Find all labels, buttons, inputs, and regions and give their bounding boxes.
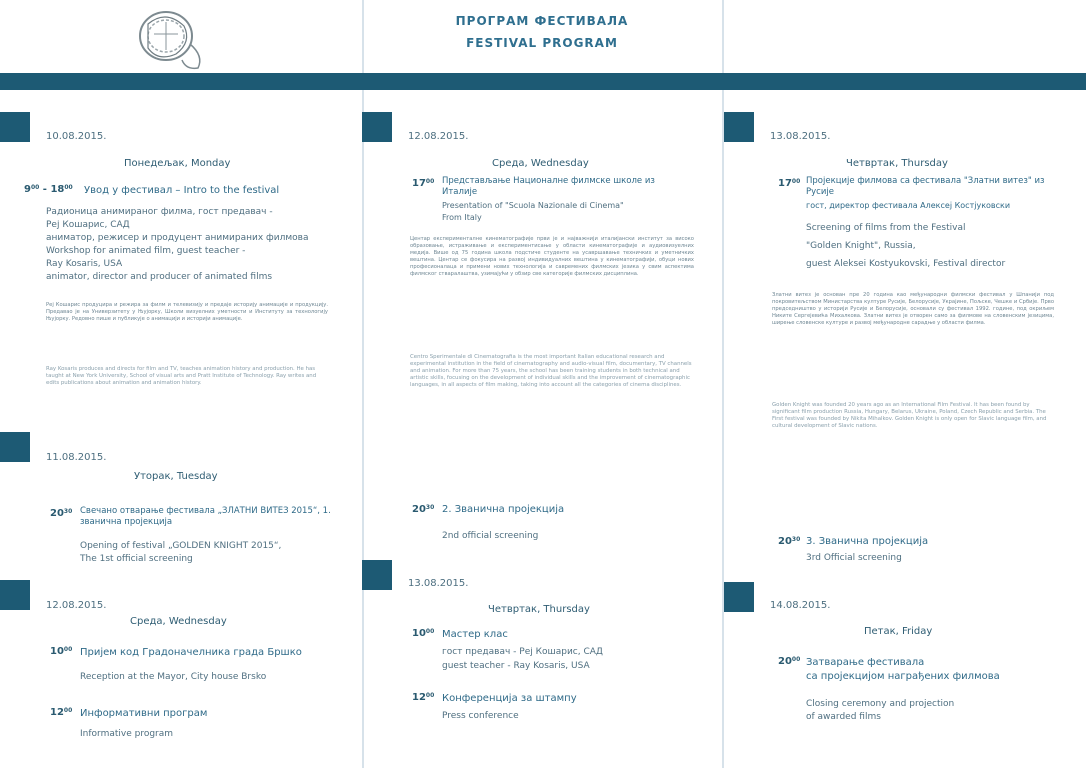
program-title-en: FESTIVAL PROGRAM: [466, 36, 618, 50]
event-detail: Реј Кошарис, САД: [46, 220, 130, 230]
date-label: 12.08.2015.: [46, 600, 107, 611]
time-label: $17^{00}$: [412, 178, 435, 189]
day-marker-square: [362, 112, 392, 142]
day-marker-square: [362, 560, 392, 590]
event-detail: Workshop for animated film, guest teacher -: [46, 246, 246, 256]
event-title-cont: са пројекцијом награђених филмова: [806, 671, 1000, 682]
time-label: $9^{00} - 18^{00}$: [24, 184, 73, 195]
event-detail: The 1st official screening: [80, 554, 193, 564]
day-marker-square: [0, 112, 30, 142]
event-detail: гост предавач - Реј Кошарис, САД: [442, 647, 603, 657]
time-label: $12^{00}$: [50, 707, 73, 718]
event-title: Мастер клас: [442, 629, 508, 640]
event-detail: Opening of festival „GOLDEN KNIGHT 2015“,: [80, 541, 282, 551]
program-title-sr: ПРОГРАМ ФЕСТИВАЛА: [455, 14, 629, 28]
event-title: Затварање фестивала: [806, 657, 925, 668]
date-label: 14.08.2015.: [770, 600, 831, 611]
date-label: 13.08.2015.: [408, 578, 469, 589]
event-title: Свечано отварање фестивала „ЗЛАТНИ ВИТЕЗ 2015“, 1. званична пројекција: [80, 506, 331, 527]
event-detail: 2nd official screening: [442, 531, 539, 541]
festival-paragraph-sr: Златни витез је основан пре 20 година као међународни филмски фестивал у Шпанији под покровитељством Министарства културе Русије, Белорусије, Украјине, Пољске, Чешке и Србије. Прво председништво у историји Русије и Белорусије, основали су фестивал 1992. године, под окриљем Никите Сергејевића Михалкова. Златни витез је отворен само за филмове на словенским језицима, ширење словенске културе и развој међународне сарадње у области филма.: [772, 292, 1054, 326]
time-label: $10^{00}$: [50, 646, 73, 657]
day-marker-square: [0, 432, 30, 462]
day-marker-square: [0, 580, 30, 610]
event-detail: Screening of films from the Festival: [806, 223, 966, 233]
time-label: $20^{00}$: [778, 656, 801, 667]
event-detail: Closing ceremony and projection: [806, 699, 955, 709]
date-label: 12.08.2015.: [408, 131, 469, 142]
time-label: $12^{00}$: [412, 692, 435, 703]
event-title: Конференција за штампу: [442, 693, 577, 704]
day-label: Четвртак, Thursday: [488, 604, 590, 615]
day-label: Понедељак, Monday: [124, 158, 231, 169]
festival-logo-icon: [128, 4, 210, 72]
festival-paragraph-en: Golden Knight was founded 20 years ago as an International Film Festival. It has been found by significant film production Russia, Hungary, Belarus, Ukraine, Poland, Czech Republic and Serbia. The First festival was founded by Nikita Mihalkov. Golden Knight is only open for Slavic language film, and cultural development of Slavic nations.: [772, 402, 1047, 429]
date-label: 11.08.2015.: [46, 452, 107, 463]
event-title: Увод у фестивал – Intro to the festival: [84, 185, 280, 196]
event-detail: "Golden Knight", Russia,: [806, 241, 916, 251]
event-detail: From Italy: [442, 213, 482, 222]
date-label: 13.08.2015.: [770, 131, 831, 142]
event-title: Информативни програм: [80, 708, 208, 719]
event-detail: Ray Kosaris, USA: [46, 259, 123, 269]
event-detail: Reception at the Mayor, City house Brsko: [80, 672, 267, 682]
header-band: [0, 73, 1086, 90]
event-title: 2. Званична пројекција: [442, 504, 565, 515]
day-label: Среда, Wednesday: [492, 158, 589, 169]
day-label: Четвртак, Thursday: [846, 158, 948, 169]
event-detail: 3rd Official screening: [806, 553, 902, 563]
day-marker-square: [724, 582, 754, 612]
event-detail: guest teacher - Ray Kosaris, USA: [442, 661, 590, 671]
event-detail: Радионица анимираног филма, гост предавач -: [46, 207, 273, 217]
school-paragraph-sr: Центар експерименталне кинематографије први је и најважнији италијански институт за високо образовање, истраживање и експериментисање у области кинематографије и аудиовизуелних медија. Више од 75 година школа подстиче студенте на усавршавање техничких и уметничких вештина. Центар се фокусира на развој индивидуалних вештина у кинематографији, обуци нових професионалаца и примени нових технологија и савремених филмских језика у свим аспектима филмског стваралаштва, узимајући у обзир све категорије филмских дисциплина.: [410, 236, 694, 277]
bio-paragraph-sr: Реј Кошарис продуцира и режира за филм и телевизију и предаје историју анимације и продукцију. Предавао је на Универзитету у Њујорку, Школи визуелних уметности и Институту за технологију Њујорку. Редовно пише и публикује о анимацији и историји анимације.: [46, 302, 328, 322]
date-label: 10.08.2015.: [46, 131, 107, 142]
time-label: $10^{00}$: [412, 628, 435, 639]
event-detail: Presentation of "Scuola Nazionale di Cinema": [442, 201, 624, 210]
event-detail: animator, director and producer of animated films: [46, 272, 273, 282]
time-label: $20^{30}$: [50, 508, 73, 519]
event-detail: Press conference: [442, 711, 519, 721]
event-detail: guest Aleksei Kostyukovski, Festival director: [806, 259, 1006, 269]
bio-paragraph-en: Ray Kosaris produces and directs for film and TV, teaches animation history and production. He has taught at New York University, School of visual arts and Pratt Institute of Technology. Ray writes and edits publications about animation and animation history.: [46, 366, 317, 386]
time-label: $20^{30}$: [778, 536, 801, 547]
event-detail: of awarded films: [806, 712, 881, 722]
day-label: Уторак, Tuesday: [134, 471, 218, 482]
event-detail: аниматор, режисер и продуцент анимираних филмова: [46, 233, 309, 243]
event-title: Пријем код Градоначелника града Бршко: [80, 647, 302, 658]
school-paragraph-en: Centro Sperimentale di Cinematografia is the most important Italian educational research and experimental institution in the field of cinematography and audio-visual film, documentary, TV channels and animation. For more than 75 years, the school has been training students in both technical and artistic skills, focusing on the development of individual skills and the improvement of cinematographic languages, in all aspects of film making, taking into account all the categories of cinema disciplines.: [410, 354, 692, 388]
day-marker-square: [724, 112, 754, 142]
event-title: Представљање Националне филмске школе из Италије: [442, 176, 655, 197]
event-title: Пројекције филмова са фестивала "Златни витез" из Русије: [806, 176, 1045, 197]
day-label: Петак, Friday: [864, 626, 933, 637]
event-title: 3. Званична пројекција: [806, 536, 929, 547]
time-label: $20^{30}$: [412, 504, 435, 515]
event-detail: Informative program: [80, 729, 174, 739]
event-title-guest: гост, директор фестивала Алексеј Костјуковски: [806, 201, 1011, 210]
time-label: $17^{00}$: [778, 178, 801, 189]
day-label: Среда, Wednesday: [130, 616, 227, 627]
